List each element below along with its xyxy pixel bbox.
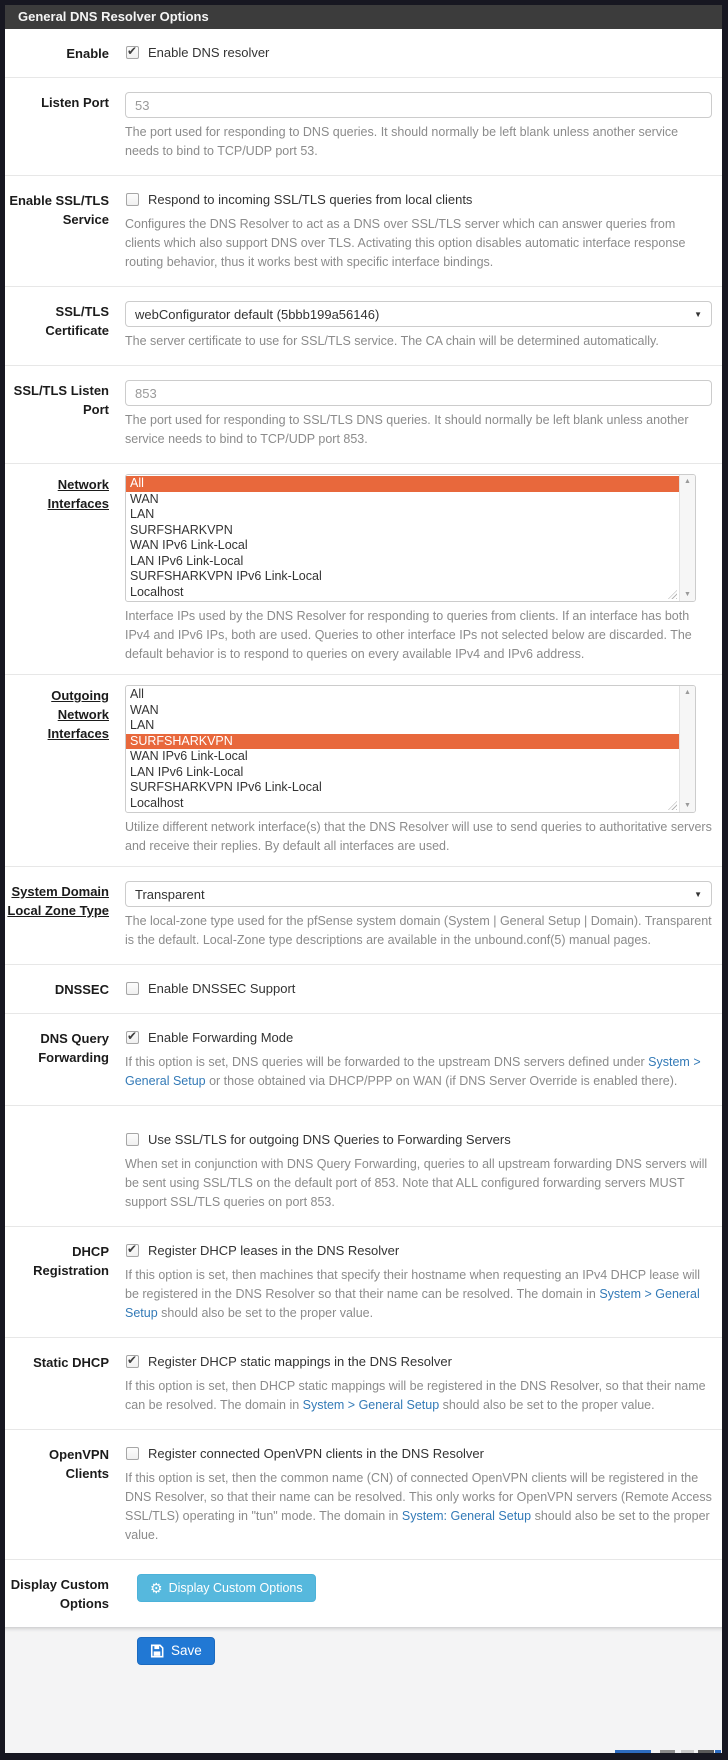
checkbox-icon[interactable] <box>126 982 139 995</box>
dnssec-checkbox[interactable] <box>125 979 712 999</box>
checkbox-label: Use SSL/TLS for outgoing DNS Queries to Forwarding Servers <box>148 1132 511 1147</box>
listen-port-input[interactable] <box>125 92 712 118</box>
help-text-enable-ssl: Configures the DNS Resolver to act as a DNS over SSL/TLS server which can answer queries from clients which also support DNS over TLS. Activating this option disables automatic interface response routing behavior, thus it works best with specific interface bindings. <box>125 217 686 269</box>
ssl-certificate-select[interactable] <box>125 301 712 327</box>
checkbox-label: Register connected OpenVPN clients in the DNS Resolver <box>148 1446 484 1461</box>
row-openvpn-clients <box>5 1430 722 1560</box>
dropdown-caret-icon: ▼ <box>694 889 702 899</box>
scroll-up-icon[interactable]: ▲ <box>684 689 691 696</box>
openvpn-clients-checkbox[interactable] <box>125 1444 712 1464</box>
select-value: webConfigurator default (5bbb199a56146) <box>135 306 380 322</box>
listbox-option[interactable]: All <box>130 687 144 701</box>
checkbox-label: Enable DNS resolver <box>148 45 270 60</box>
listbox-option[interactable]: LAN <box>130 718 155 732</box>
help-text-listen-port: The port used for responding to DNS queries. It should normally be left blank unless another service needs to bind to TCP/UDP port 53. <box>125 125 679 158</box>
checkbox-label: Enable DNSSEC Support <box>148 981 296 996</box>
panel-title: General DNS Resolver Options <box>5 5 722 29</box>
field-label-enable-ssl: Enable SSL/TLS Service <box>9 193 109 227</box>
checkbox-icon[interactable] <box>126 1244 139 1257</box>
field-label-forwarding: DNS Query Forwarding <box>38 1031 109 1065</box>
checkbox-label: Enable Forwarding Mode <box>148 1030 294 1045</box>
field-label-ssl-cert: SSL/TLS Certificate <box>45 304 109 338</box>
row-static-dhcp <box>5 1338 722 1430</box>
row-forward-tls <box>5 1106 722 1227</box>
field-label-openvpn-clients: OpenVPN Clients <box>49 1447 109 1481</box>
help-text-forwarding: If this option is set, DNS queries will be forwarded to the upstream DNS servers defined under System > General Setup or those obtained via DHCP/PPP on WAN (if DNS Server Override is enabled there). <box>125 1055 701 1088</box>
listbox-option[interactable]: SURFSHARKVPN <box>126 734 679 750</box>
field-label-custom-options: Display Custom Options <box>10 1577 109 1611</box>
scroll-down-icon[interactable]: ▼ <box>684 802 691 809</box>
checkbox-icon[interactable] <box>126 1133 139 1146</box>
field-label-dhcp-registration: DHCP Registration <box>33 1244 109 1278</box>
general-setup-link[interactable]: System: General Setup <box>401 1509 532 1523</box>
listbox-option[interactable]: WAN <box>130 702 159 717</box>
row-enable-ssl <box>5 176 722 287</box>
row-dnssec <box>5 965 722 1014</box>
display-custom-options-button[interactable] <box>137 1574 316 1602</box>
row-custom-options <box>5 1560 722 1627</box>
row-ssl-cert <box>5 287 722 366</box>
listbox-option[interactable]: WAN <box>130 491 159 506</box>
help-text-outgoing-interfaces: Utilize different network interface(s) that the DNS Resolver will use to send queries to authoritative servers and receive their replies. By default all interfaces are used. <box>125 820 712 853</box>
row-network-interfaces <box>5 464 722 675</box>
enable-dns-resolver-checkbox[interactable] <box>125 43 712 63</box>
checkbox-icon[interactable] <box>126 1355 139 1368</box>
scroll-up-icon[interactable]: ▲ <box>684 478 691 485</box>
checkbox-icon[interactable] <box>126 1031 139 1044</box>
settings-form <box>5 29 722 1627</box>
checkbox-label: Respond to incoming SSL/TLS queries from local clients <box>148 192 473 207</box>
checkbox-label: Register DHCP leases in the DNS Resolver <box>148 1243 400 1258</box>
listbox-option[interactable]: LAN IPv6 Link-Local <box>130 553 244 568</box>
checkbox-icon[interactable] <box>126 46 139 59</box>
save-button[interactable] <box>137 1637 215 1665</box>
save-label: Save <box>171 1643 202 1658</box>
listbox-option[interactable]: Localhost <box>130 795 184 810</box>
row-local-zone <box>5 867 722 965</box>
local-zone-type-select[interactable] <box>125 881 712 907</box>
forwarding-mode-checkbox[interactable] <box>125 1028 712 1048</box>
ssl-listen-port-input[interactable] <box>125 380 712 406</box>
select-value: Transparent <box>135 886 205 902</box>
row-ssl-port <box>5 366 722 464</box>
field-label-dnssec: DNSSEC <box>54 982 109 997</box>
field-label-network-interfaces: Network Interfaces <box>47 477 109 511</box>
listbox-option[interactable]: LAN IPv6 Link-Local <box>130 764 244 779</box>
outgoing-ssl-checkbox[interactable] <box>125 1130 712 1150</box>
help-text-static-dhcp: If this option is set, then DHCP static mappings will be registered in the DNS Resolver, so that their name can be resolved. The domain in System > General Setup should also be set to the proper value. <box>125 1379 706 1412</box>
field-label-listen-port: Listen Port <box>41 95 109 110</box>
help-text-local-zone: The local-zone type used for the pfSense system domain (System | General Setup | Domain). Transparent is the default. Local-Zone type descriptions are available in the unbound.conf(5) manual pages. <box>125 914 712 947</box>
listbox-option[interactable]: SURFSHARKVPN IPv6 Link-Local <box>130 569 322 583</box>
listbox-scrollbar[interactable] <box>679 475 695 601</box>
partial-footer-content <box>5 1749 722 1753</box>
field-label-enable: Enable <box>66 46 109 61</box>
help-text-forward-tls: When set in conjunction with DNS Query Forwarding, queries to all upstream forwarding DNS servers will be sent using SSL/TLS on the default port of 853. Note that ALL configured forwarding servers MUST support SSL/TLS queries on port 853. <box>125 1157 708 1209</box>
listbox-scrollbar[interactable] <box>679 686 695 812</box>
listbox-options <box>126 686 679 812</box>
gear-icon: ⚙ <box>150 1580 163 1596</box>
listbox-option[interactable]: WAN IPv6 Link-Local <box>130 749 248 763</box>
help-text-network-interfaces: Interface IPs used by the DNS Resolver for responding to queries from clients. If an interface has both IPv4 and IPv6 IPs, both are used. Queries to other interface IPs not selected below are discarded. The default behavior is to respond to queries on every available IPv4 and IPv6 address. <box>125 609 692 661</box>
listbox-option[interactable]: Localhost <box>130 584 184 599</box>
save-floppy-icon <box>150 1644 164 1658</box>
outgoing-interfaces-listbox[interactable] <box>125 685 696 813</box>
listbox-option[interactable]: LAN <box>130 507 155 521</box>
row-listen-port <box>5 78 722 176</box>
help-text-openvpn-clients: If this option is set, then the common name (CN) of connected OpenVPN clients will be registered in the DNS Resolver, so that their name can be resolved. This only works for OpenVPN servers (Remote Access SSL/TLS) operating in "tun" mode. The domain in System: General Setup should also be set to the proper value. <box>125 1471 712 1542</box>
general-setup-link[interactable]: System > General Setup <box>125 1055 701 1088</box>
listbox-option[interactable]: SURFSHARKVPN <box>130 522 233 537</box>
listbox-option[interactable]: WAN IPv6 Link-Local <box>130 538 248 552</box>
row-outgoing-interfaces <box>5 675 722 867</box>
respond-ssl-queries-checkbox[interactable] <box>125 190 712 210</box>
row-dhcp-registration <box>5 1227 722 1338</box>
dhcp-leases-checkbox[interactable] <box>125 1241 712 1261</box>
static-mappings-checkbox[interactable] <box>125 1352 712 1372</box>
general-setup-link[interactable]: System > General Setup <box>302 1398 440 1412</box>
help-text-dhcp-registration: If this option is set, then machines that specify their hostname when requesting an IPv4 DHCP lease will be registered in the DNS Resolver so that their name can be resolved. The domain in System > General Setup should also be set to the proper value. <box>125 1268 701 1320</box>
listbox-options <box>126 475 679 601</box>
checkbox-label: Register DHCP static mappings in the DNS Resolver <box>148 1354 452 1369</box>
button-label: Display Custom Options <box>168 1581 303 1595</box>
field-label-outgoing-interfaces: Outgoing Network Interfaces <box>47 688 109 741</box>
help-text-ssl-cert: The server certificate to use for SSL/TLS service. The CA chain will be determined automatically. <box>125 334 659 348</box>
field-label-local-zone: System Domain Local Zone Type <box>7 884 109 918</box>
field-label-static-dhcp: Static DHCP <box>33 1355 109 1370</box>
scroll-down-icon[interactable]: ▼ <box>684 591 691 598</box>
row-enable <box>5 29 722 78</box>
general-setup-link[interactable]: System > General Setup <box>125 1287 700 1320</box>
field-label-ssl-port: SSL/TLS Listen Port <box>13 383 109 417</box>
row-forwarding <box>5 1014 722 1106</box>
listbox-option[interactable]: SURFSHARKVPN IPv6 Link-Local <box>130 780 322 794</box>
checkbox-icon[interactable] <box>126 193 139 206</box>
dropdown-caret-icon: ▼ <box>694 309 702 319</box>
checkbox-icon[interactable] <box>126 1447 139 1460</box>
listbox-option[interactable]: All <box>126 476 679 492</box>
network-interfaces-listbox[interactable] <box>125 474 696 602</box>
help-text-ssl-port: The port used for responding to SSL/TLS DNS queries. It should normally be left blank unless another service needs to bind to TCP/UDP port 853. <box>125 413 689 446</box>
form-footer <box>5 1627 722 1753</box>
